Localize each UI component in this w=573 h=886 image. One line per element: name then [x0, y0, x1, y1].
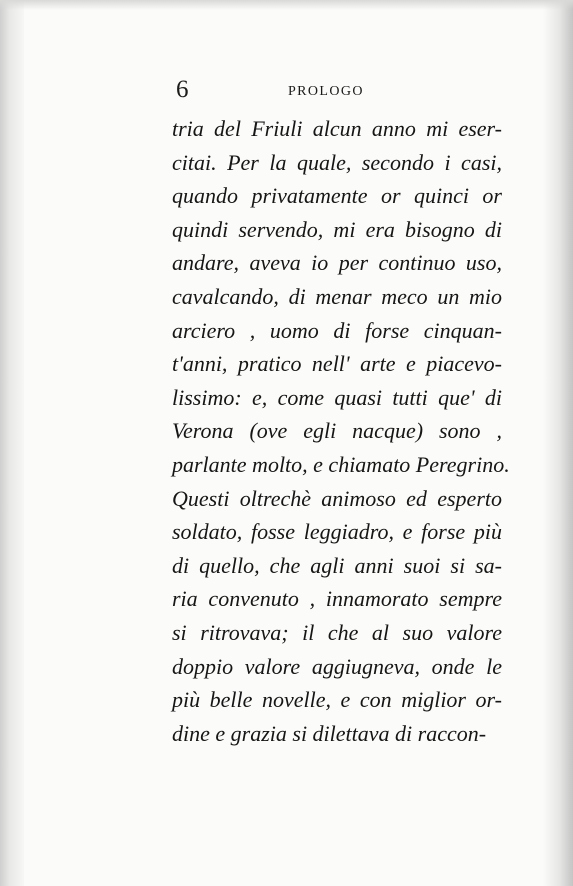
- text-line: di quello, che agli anni suoi si sa-: [172, 552, 502, 578]
- text-line: Verona (ove egli nacque) sono ,: [172, 418, 502, 444]
- text-line: cavalcando, di menar meco un mio: [172, 283, 502, 309]
- text-line: tria del Friuli alcun anno mi eser-: [172, 116, 502, 141]
- text-line: citai. Per la quale, secondo i casi,: [172, 149, 502, 175]
- page-header: [176, 76, 476, 106]
- text-line: dine e grazia si dilettava di raccon-: [172, 720, 487, 746]
- text-line: doppio valore aggiugneva, onde le: [172, 653, 502, 679]
- text-line: lissimo: e, come quasi tutti que' di: [172, 384, 502, 410]
- text-line: Questi oltrechè animoso ed esperto: [172, 485, 502, 511]
- running-head: PROLOGO: [288, 84, 364, 99]
- text-line: più belle novelle, e con miglior or-: [172, 687, 502, 713]
- page-right-edge: [543, 0, 573, 886]
- page-top-edge: [0, 0, 573, 10]
- text-line: parlante molto, e chiamato Peregrino.: [172, 451, 510, 477]
- text-line: si ritrovava; il che al suo valore: [172, 619, 502, 645]
- text-line: quindi servendo, mi era bisogno di: [172, 216, 502, 242]
- text-line: t'anni, pratico nell' arte e piacevo-: [172, 351, 502, 377]
- text-line: quando privatamente or quinci or: [172, 183, 502, 209]
- text-line: soldato, fosse leggiadro, e forse più: [172, 519, 502, 545]
- page-number: 6: [176, 76, 189, 103]
- page-left-edge: [0, 0, 24, 886]
- body-text: [172, 112, 510, 750]
- text-line: arciero , uomo di forse cinquan-: [172, 317, 502, 343]
- text-line: ria convenuto , innamorato sempre: [172, 586, 502, 612]
- text-line: andare, aveva io per continuo uso,: [172, 250, 502, 276]
